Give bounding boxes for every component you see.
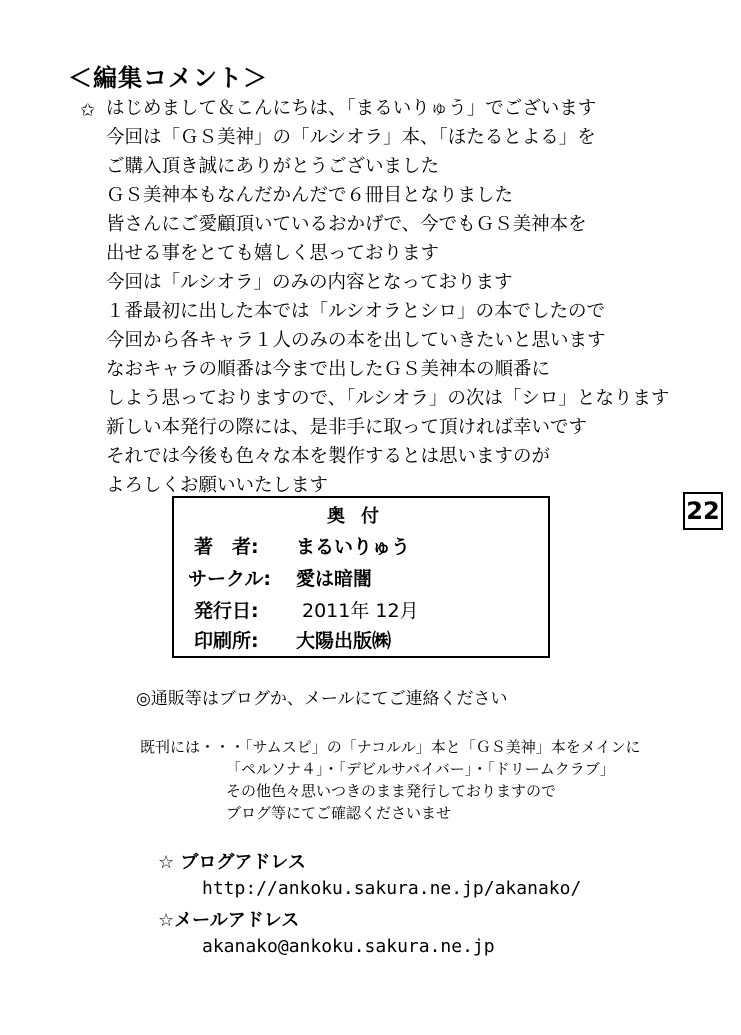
comment-line: １番最初に出した本では「ルシオラとシロ」の本でしたので	[106, 301, 606, 322]
section-heading: ＜編集コメント＞	[68, 64, 268, 92]
back-issues-line: 「ペルソナ４」・「デビルサバイバー」・「ドリームクラブ」	[226, 760, 615, 778]
comment-line: はじめまして＆こんにちは、「まるいりゅう」でございます	[106, 98, 597, 119]
comment-line: よろしくお願いいたします	[106, 475, 329, 496]
mail-address-label: ☆メールアドレス	[158, 910, 300, 931]
back-issues-line: 既刊には・・・「サムスピ」の「ナコルル」本と「ＧＳ美神」本をメインに	[140, 738, 641, 756]
comment-line: 皆さんにご愛顧頂いているおかげで、今でもＧＳ美神本を	[106, 214, 587, 235]
colophon-date-label: 発行日:	[194, 600, 259, 622]
comment-line: 新しい本発行の際には、是非手に取って頂ければ幸いです	[106, 417, 588, 438]
comment-line: ＧＳ美神本もなんだかんだで６冊目となりました	[106, 185, 514, 206]
colophon-printer-value: 大陽出版㈱	[296, 630, 392, 652]
comment-line: しよう思っておりますので、「ルシオラ」の次は「シロ」となります	[106, 388, 670, 409]
colophon-date-value: 2011年 12月	[302, 600, 419, 622]
comment-line: 出せる事をとても嬉しく思っております	[106, 243, 440, 264]
colophon-circle-value: 愛は暗闇	[296, 568, 373, 590]
colophon-circle-label: サークル:	[188, 568, 272, 590]
colophon-author-value: まるいりゅう	[296, 536, 411, 558]
page-number: 22	[683, 492, 723, 530]
comment-line: なおキャラの順番は今まで出したＧＳ美神本の順番に	[106, 359, 551, 380]
colophon-printer-label: 印刷所:	[194, 630, 259, 652]
star-bullet-icon: ✩	[80, 100, 96, 121]
blog-address-label: ☆ ブログアドレス	[158, 852, 306, 873]
comment-line: 今回から各キャラ１人のみの本を出していきたいと思います	[106, 330, 606, 351]
back-issues-line: ブログ等にてご確認くださいませ	[226, 804, 452, 822]
comment-line: ご購入頂き誠にありがとうございました	[106, 156, 440, 177]
contact-notice: ◎通販等はブログか、メールにてご連絡ください	[136, 689, 508, 709]
blog-address-link[interactable]: http://ankoku.sakura.ne.jp/akanako/	[202, 878, 582, 899]
mail-address-link[interactable]: akanako@ankoku.sakura.ne.jp	[202, 936, 495, 957]
comment-line: 今回は「ＧＳ美神」の「ルシオラ」本、「ほたるとよる」を	[106, 127, 596, 148]
colophon-title: 奥付	[327, 506, 395, 527]
back-issues-line: その他色々思いつきのまま発行しておりますので	[226, 782, 557, 800]
colophon-author-label: 著 者:	[194, 536, 259, 558]
comment-line: それでは今後も色々な本を製作するとは思いますのが	[106, 446, 551, 467]
comment-line: 今回は「ルシオラ」のみの内容となっております	[106, 272, 513, 293]
colophon-box	[172, 496, 550, 658]
